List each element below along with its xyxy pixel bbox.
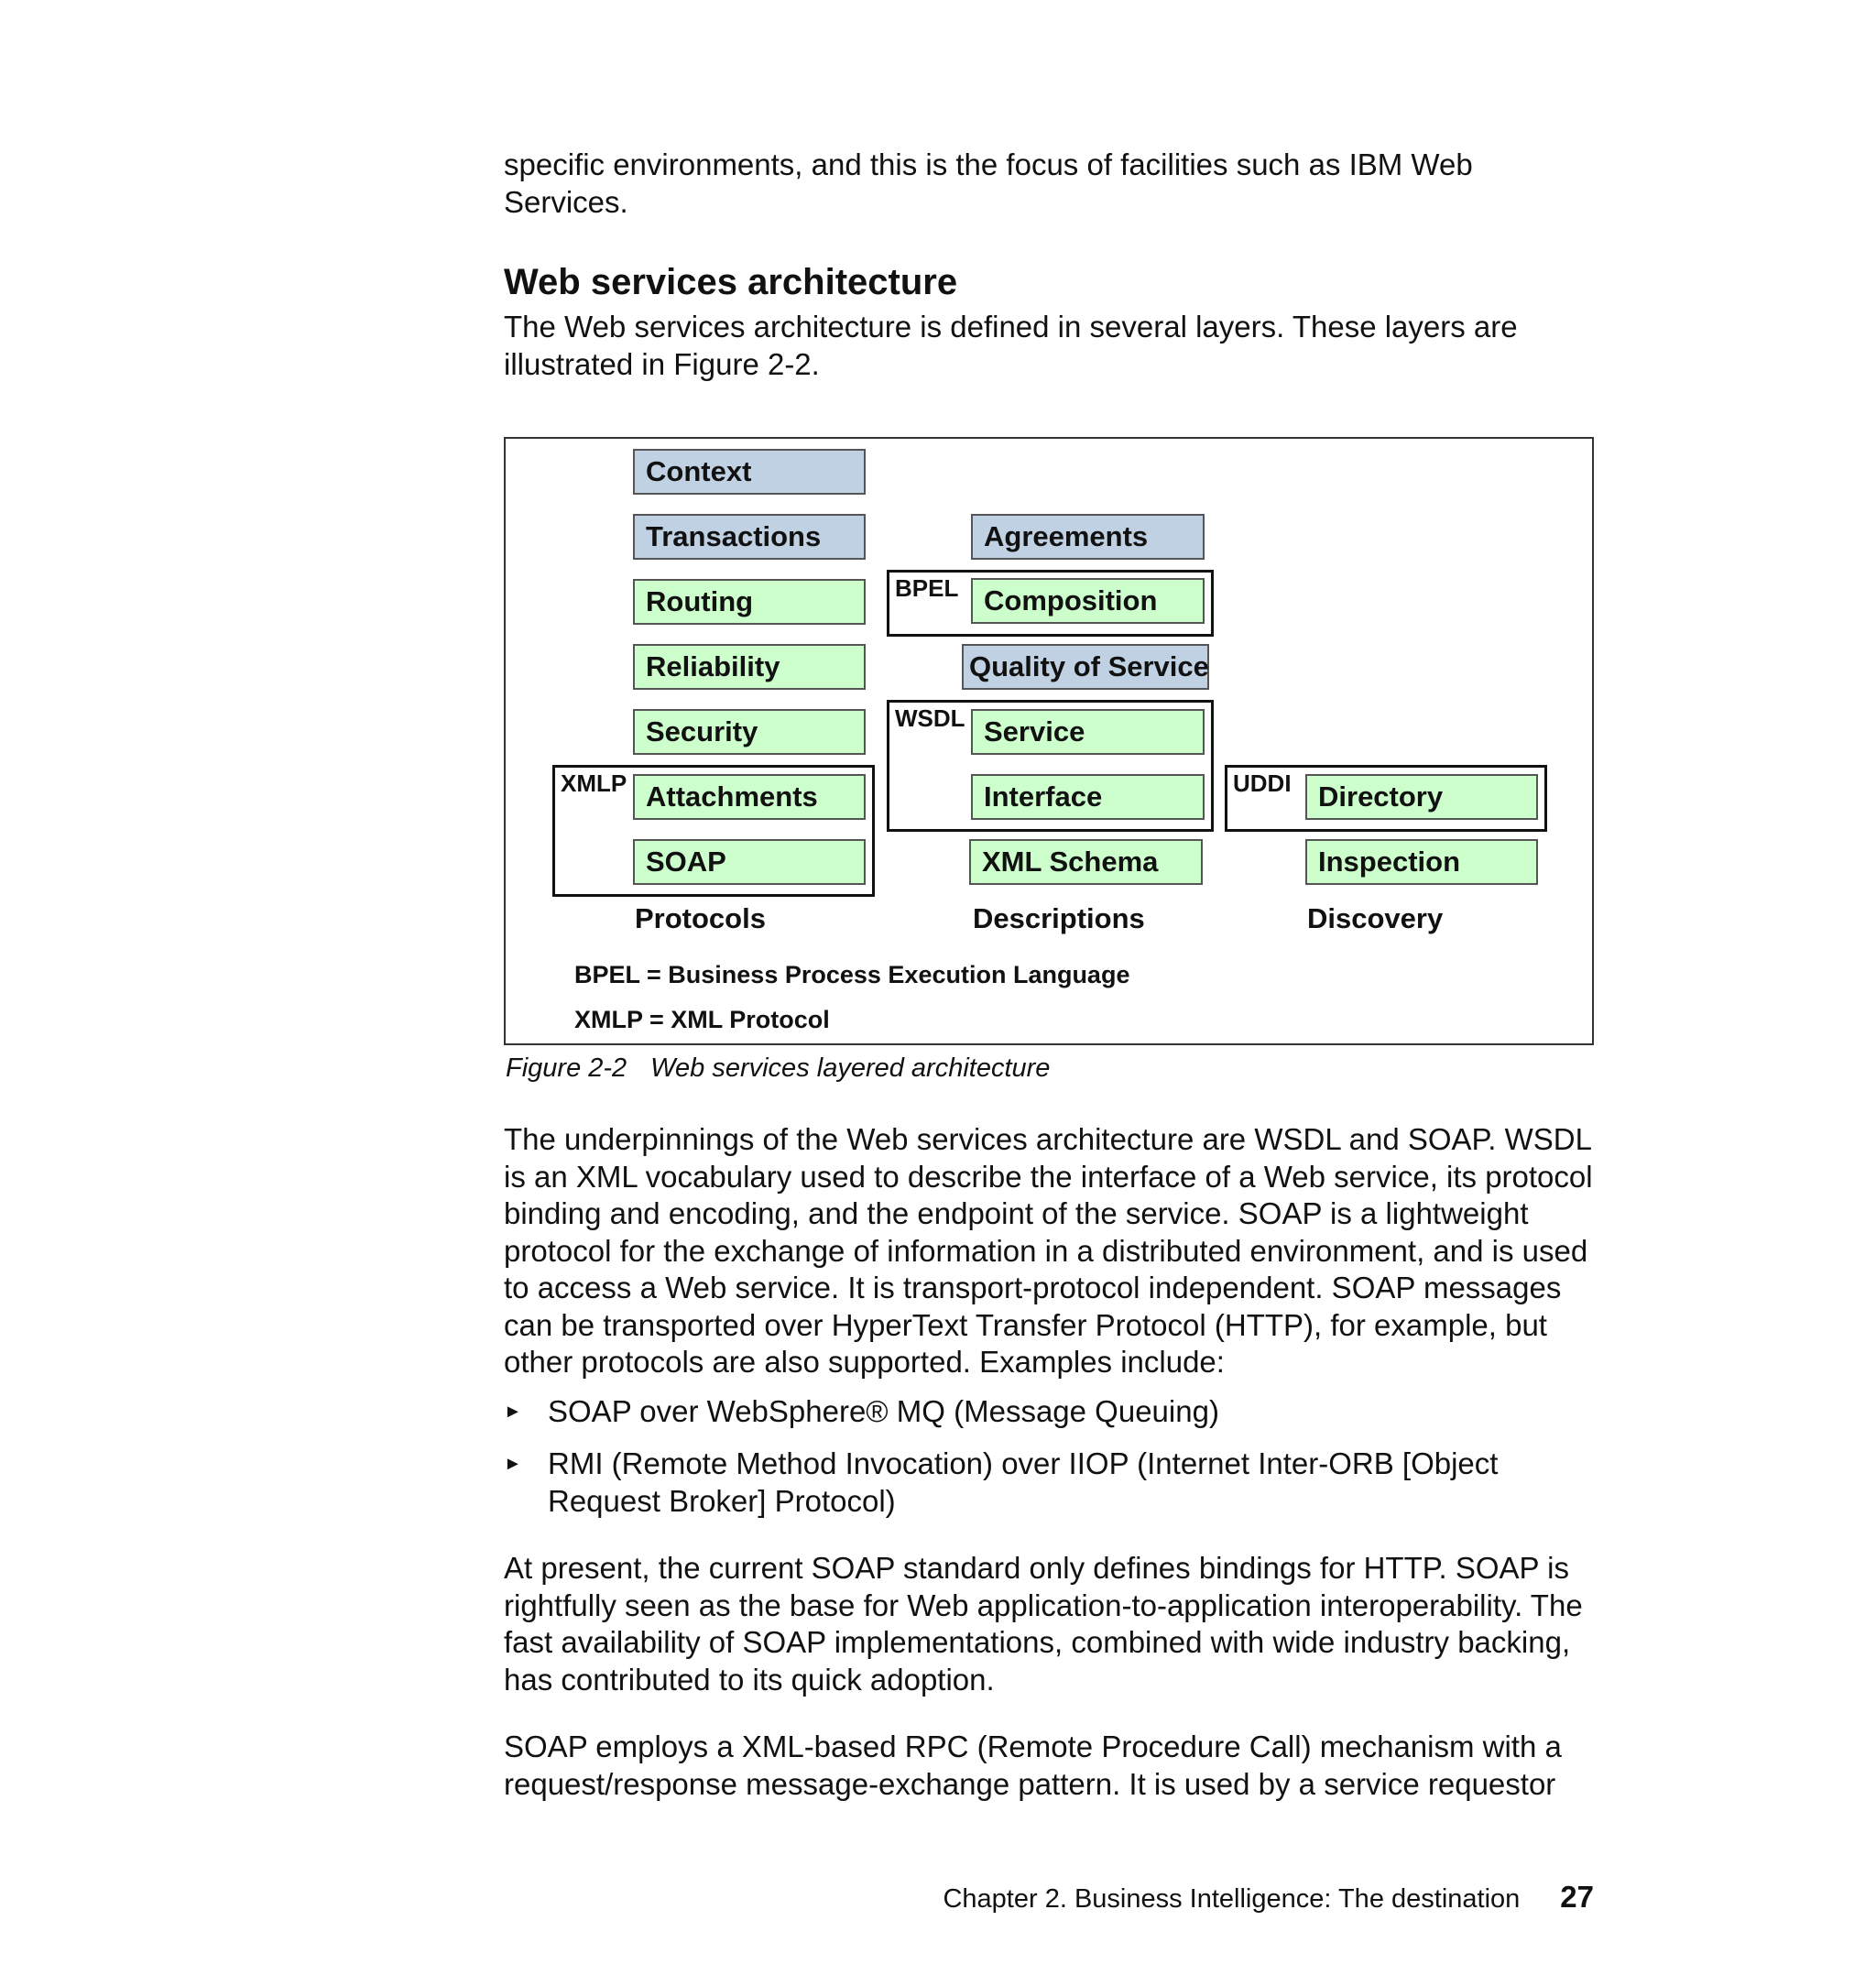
- bullet-marker-icon: ►: [504, 1454, 522, 1474]
- agreements-layer: Agreements: [971, 514, 1205, 560]
- security-layer: Security: [633, 709, 866, 755]
- legend-xmlp: XMLP = XML Protocol: [574, 1006, 830, 1033]
- routing-layer: Routing: [633, 579, 866, 625]
- interface-layer: Interface: [971, 774, 1205, 820]
- directory-layer: Directory: [1305, 774, 1538, 820]
- reliability-layer: Reliability: [633, 644, 866, 690]
- legend-bpel: BPEL = Business Process Execution Language: [574, 961, 1130, 988]
- wsdl-group-label: WSDL: [895, 704, 965, 732]
- paragraph-wsdl-soap: The underpinnings of the Web services architecture are WSDL and SOAP. WSDL is an XML vocabulary used to describe the interface of a Web service, its protocol binding and encoding, and the endpoint of the service. SOAP is a lightweight protocol for the exchange of information in a distributed environment, and is used to access a Web service. It is transport-protocol independent. SOAP messages can be transported over HyperText Transfer Protocol (HTTP), for example, but other protocols are also supported. Examples include:: [504, 1122, 1593, 1379]
- page-footer: [943, 1880, 1594, 1915]
- composition-layer: Composition: [971, 578, 1205, 624]
- descriptions-column-label: Descriptions: [973, 902, 1145, 934]
- bullet-marker-icon: ►: [504, 1402, 522, 1422]
- soap-layer: SOAP: [633, 839, 866, 885]
- bullet-text: RMI (Remote Method Invocation) over IIOP (Internet Inter-ORB [Object Request Broker] Protocol): [548, 1446, 1499, 1518]
- page-number: 27: [1560, 1880, 1594, 1914]
- discovery-column-label: Discovery: [1307, 902, 1444, 934]
- inspection-layer: Inspection: [1305, 839, 1538, 885]
- uddi-group-label: UDDI: [1233, 769, 1292, 797]
- figure-caption-number: Figure 2-2: [506, 1053, 627, 1083]
- xml-schema-layer: XML Schema: [969, 839, 1203, 885]
- section-heading: Web services architecture: [504, 262, 958, 302]
- footer-chapter-title: Chapter 2. Business Intelligence: The destination: [943, 1884, 1521, 1914]
- figure-caption: [506, 1053, 1050, 1084]
- figure-caption-title: Web services layered architecture: [650, 1053, 1051, 1083]
- section-intro-paragraph: The Web services architecture is defined in several layers. These layers are illustrated in Figure 2-2.: [504, 310, 1518, 381]
- architecture-figure: [504, 437, 1594, 1045]
- paragraph-soap-standard: At present, the current SOAP standard only defines bindings for HTTP. SOAP is rightfully seen as the base for Web application-to-application interoperability. The fast availability of SOAP implementations, combined with wide industry backing, has contributed to its quick adoption.: [504, 1551, 1583, 1697]
- xmlp-group-label: XMLP: [561, 769, 627, 797]
- transactions-layer: Transactions: [633, 514, 866, 560]
- bullet-text: SOAP over WebSphere® MQ (Message Queuing): [548, 1394, 1219, 1428]
- attachments-layer: Attachments: [633, 774, 866, 820]
- context-layer: Context: [633, 449, 866, 495]
- intro-paragraph: specific environments, and this is the focus of facilities such as IBM Web Services.: [504, 147, 1473, 219]
- paragraph-soap-rpc: SOAP employs a XML-based RPC (Remote Procedure Call) mechanism with a request/response message-exchange pattern. It is used by a service requestor: [504, 1730, 1562, 1801]
- protocols-column-label: Protocols: [635, 902, 766, 934]
- service-layer: Service: [971, 709, 1205, 755]
- bpel-group-label: BPEL: [895, 574, 959, 602]
- quality-of-service-layer: Quality of Service: [962, 644, 1209, 690]
